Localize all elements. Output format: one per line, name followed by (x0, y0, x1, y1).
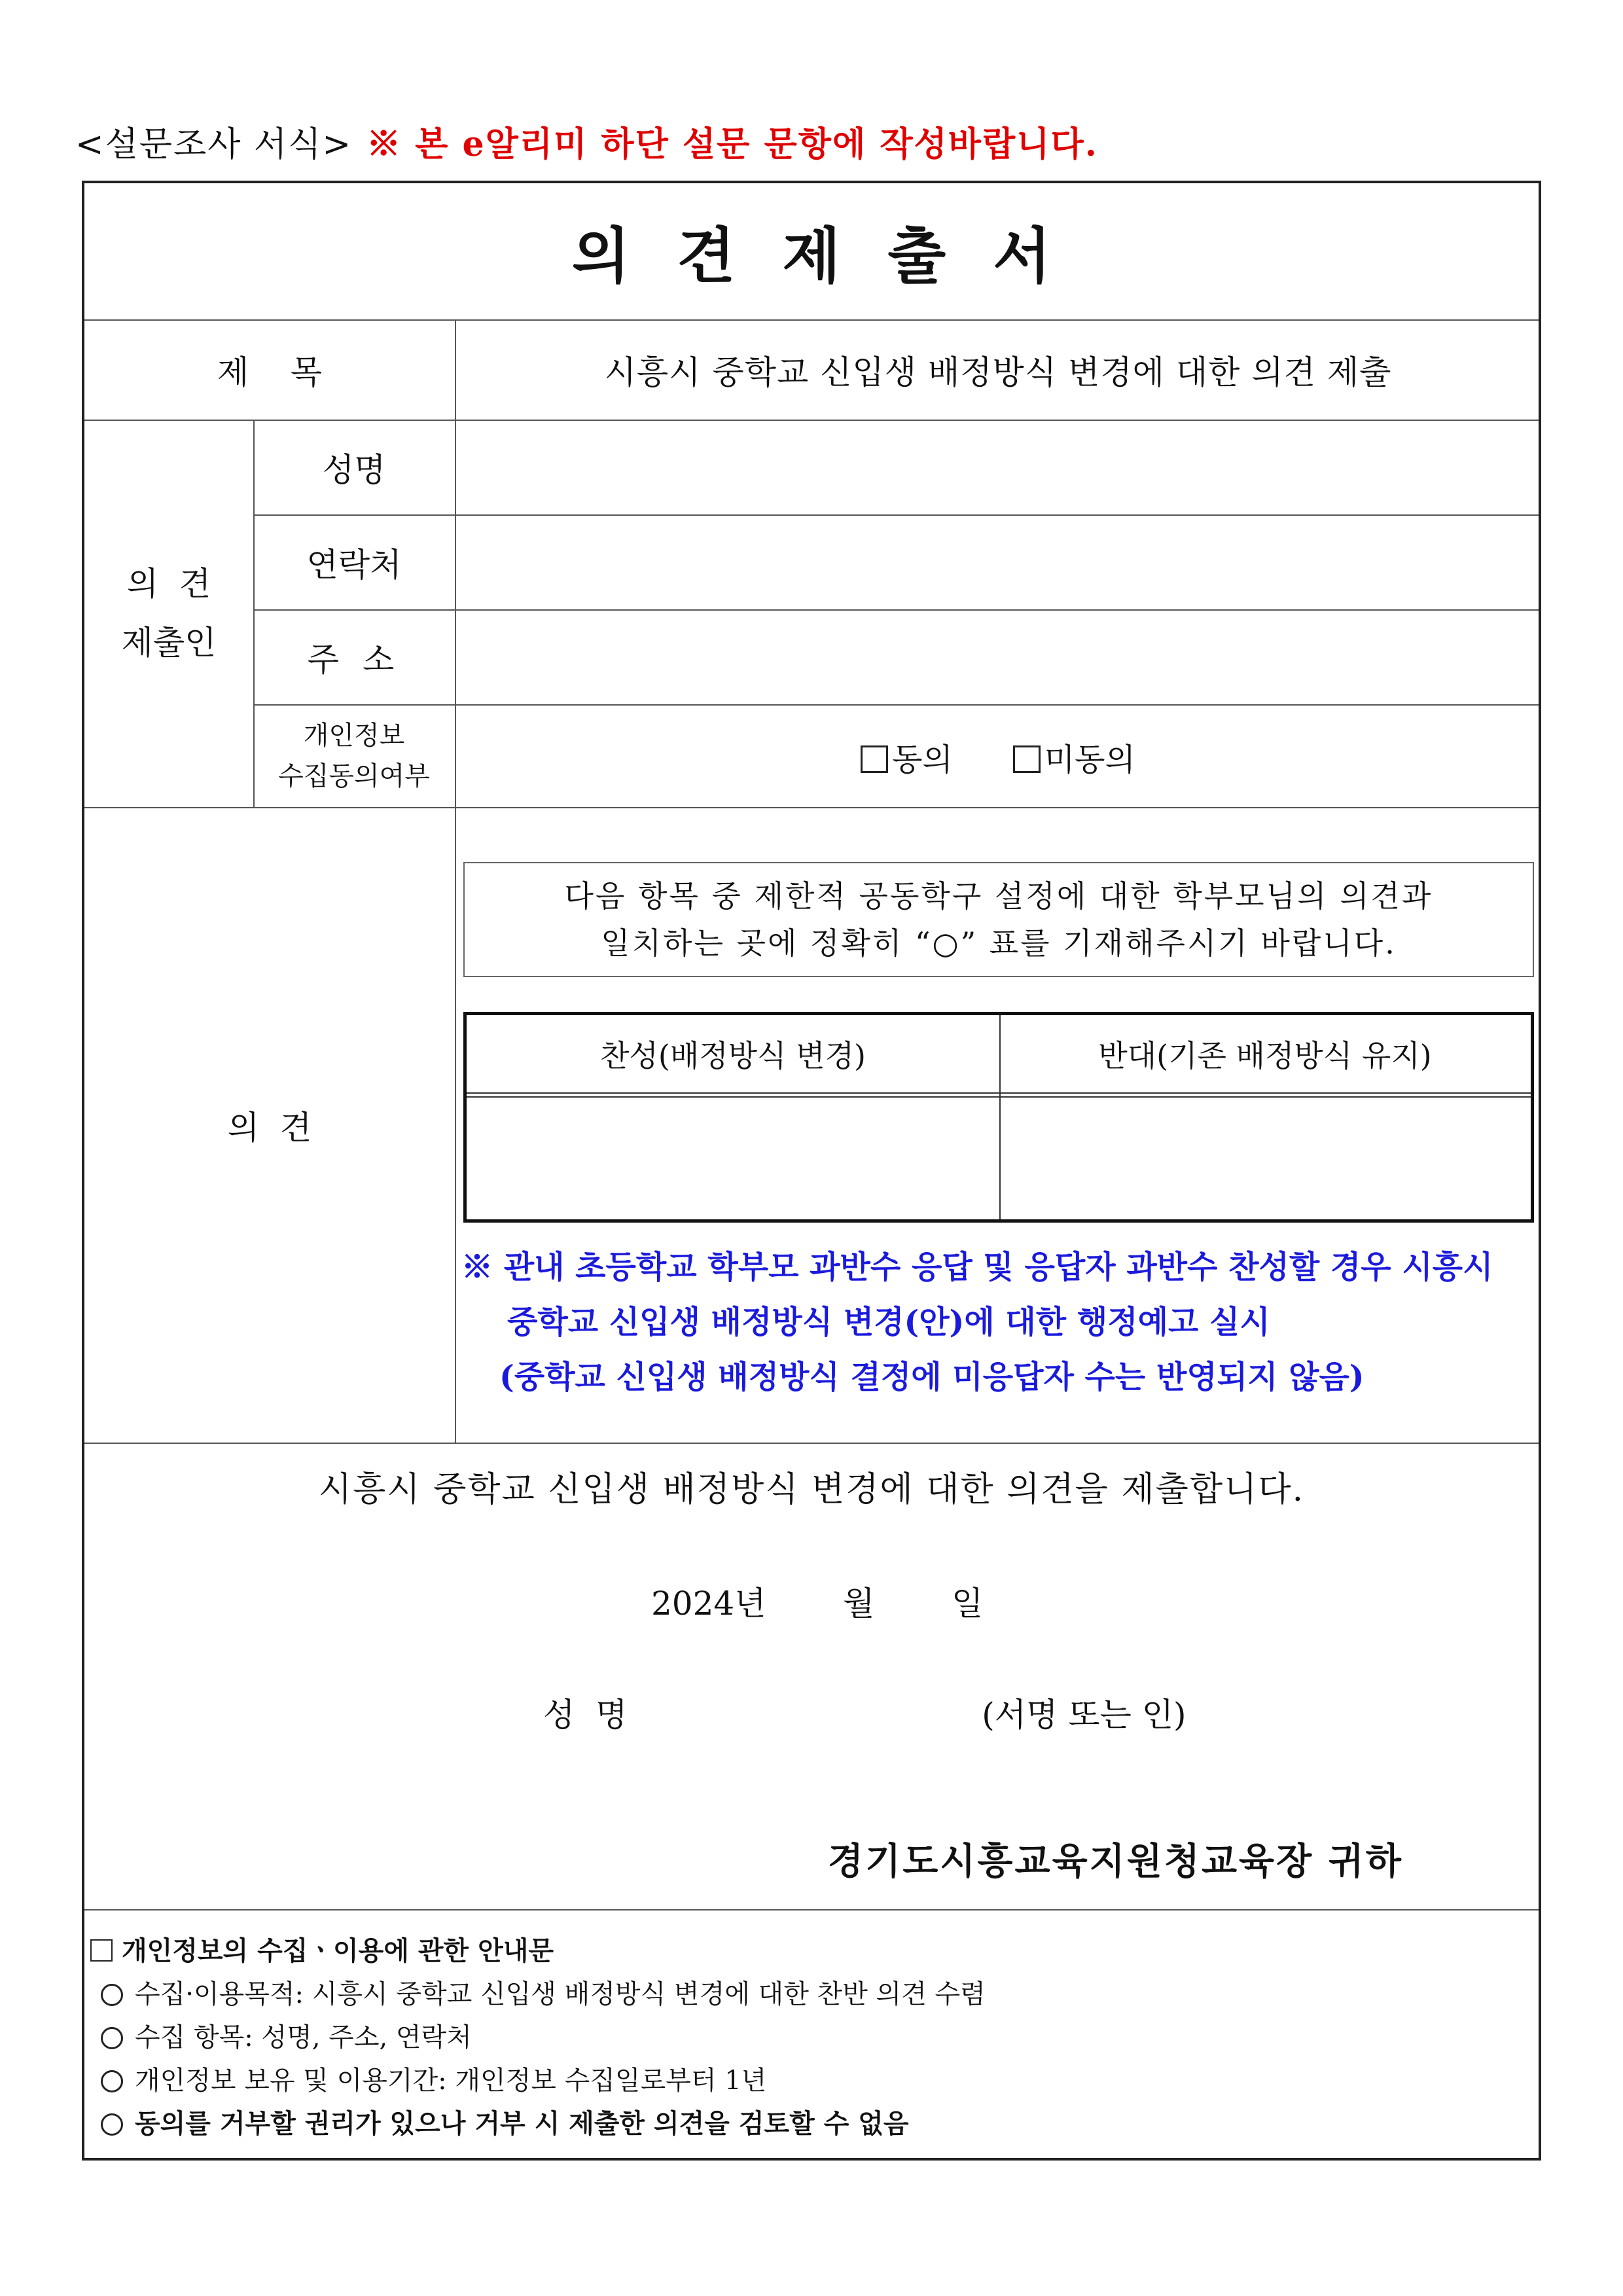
addressee: 경기도시흥교육지원청교육장 귀하 (828, 1840, 1403, 1883)
square-icon (90, 1939, 113, 1962)
date-year: 2024년 (651, 1585, 766, 1623)
circle-icon (101, 2070, 123, 2092)
vote-for-cell[interactable] (467, 1098, 999, 1219)
sign-hint: (서명 또는 인) (982, 1696, 1186, 1734)
submitter-group-line2: 제출인 (121, 624, 217, 662)
divider (455, 319, 456, 1443)
disagree-label: 미동의 (1044, 742, 1135, 778)
opinion-label: 의 견 (227, 1108, 312, 1147)
result-note (461, 1240, 1541, 1405)
privacy-item-text: 동의를 거부할 권리가 있으나 거부 시 제출한 의견을 검토할 수 없음 (135, 2108, 909, 2139)
agree-checkbox[interactable] (861, 745, 888, 773)
privacy-item-text: 수집 항목: 성명, 주소, 연락처 (135, 2022, 472, 2053)
address-label: 주 소 (307, 640, 401, 679)
agree-label: 동의 (892, 742, 953, 778)
privacy-item-text: 개인정보 보유 및 이용기간: 개인정보 수집일로부터 1년 (135, 2066, 767, 2096)
consent-agree-option[interactable] (861, 734, 953, 780)
header-separator (467, 1092, 1531, 1098)
vote-against-cell[interactable] (1001, 1098, 1531, 1219)
privacy-notice (90, 1929, 986, 2145)
instruction-line2: 일치하는 곳에 정확히 “○” 표를 기재해주시기 바랍니다. (601, 925, 1397, 961)
privacy-item (90, 2102, 986, 2145)
note-line2: 중학교 신입생 배정방식 변경(안)에 대한 행정예고 실시 (507, 1304, 1270, 1340)
submitter-group-line1: 의 견 (126, 565, 211, 603)
instruction-box (463, 862, 1534, 977)
divider (84, 1443, 1539, 1444)
contact-label: 연락처 (306, 545, 402, 584)
form-type-label: <설문조사 서식> (75, 125, 353, 164)
circle-icon (101, 1984, 123, 2006)
form-header (75, 117, 1098, 166)
privacy-consent-options (457, 706, 1539, 808)
privacy-item (90, 2016, 986, 2059)
privacy-consent-label-line2: 수집동의여부 (278, 761, 430, 791)
name-label: 성명 (322, 450, 386, 489)
date-day: 일 (952, 1585, 984, 1623)
declaration-text: 시흥시 중학교 신입생 배정방식 변경에 대한 의견을 제출합니다. (318, 1469, 1305, 1509)
vote-for-header: 찬성(배정방식 변경) (599, 1038, 866, 1073)
sign-label: 성 명 (543, 1696, 628, 1734)
submitter-group-label (84, 420, 253, 807)
privacy-consent-label (253, 704, 455, 807)
privacy-item (90, 1973, 986, 2016)
privacy-title-text: 개인정보의 수집ㆍ이용에 관한 안내문 (122, 1935, 554, 1966)
date-month: 월 (843, 1585, 875, 1623)
privacy-notice-title (90, 1929, 986, 1973)
circle-icon (101, 2113, 123, 2136)
divider (84, 1909, 1539, 1910)
form-title: 의견제출서 (571, 221, 1099, 291)
subject-value: 시흥시 중학교 신입생 배정방식 변경에 대한 의견 제출 (604, 353, 1392, 391)
name-field[interactable] (457, 421, 1539, 513)
consent-disagree-option[interactable] (1013, 734, 1135, 780)
privacy-item (90, 2059, 986, 2102)
disagree-checkbox[interactable] (1013, 745, 1041, 773)
instruction-line1: 다음 항목 중 제한적 공동학구 설정에 대한 학부모님의 의견과 (564, 878, 1433, 914)
contact-field[interactable] (457, 516, 1539, 608)
survey-notice: ※ 본 e알리미 하단 설문 문항에 작성바랍니다. (366, 124, 1098, 164)
vote-against-header: 반대(기존 배정방식 유지) (1098, 1038, 1432, 1073)
vote-table (463, 1012, 1534, 1223)
address-field[interactable] (457, 611, 1539, 703)
submission-date (651, 1577, 983, 1624)
privacy-item-text: 수집·이용목적: 시흥시 중학교 신입생 배정방식 변경에 대한 찬반 의견 수렴 (135, 1979, 986, 2009)
signature-line (543, 1689, 1186, 1736)
note-line3: (중학교 신입생 배정방식 결정에 미응답자 수는 반영되지 않음) (499, 1359, 1364, 1395)
circle-icon (101, 2027, 123, 2049)
privacy-consent-label-line1: 개인정보 (303, 720, 405, 751)
note-line1: ※ 관내 초등학교 학부모 과반수 응답 및 응답자 과반수 찬성할 경우 시흥시 (461, 1249, 1493, 1285)
subject-label: 제 목 (217, 353, 323, 391)
